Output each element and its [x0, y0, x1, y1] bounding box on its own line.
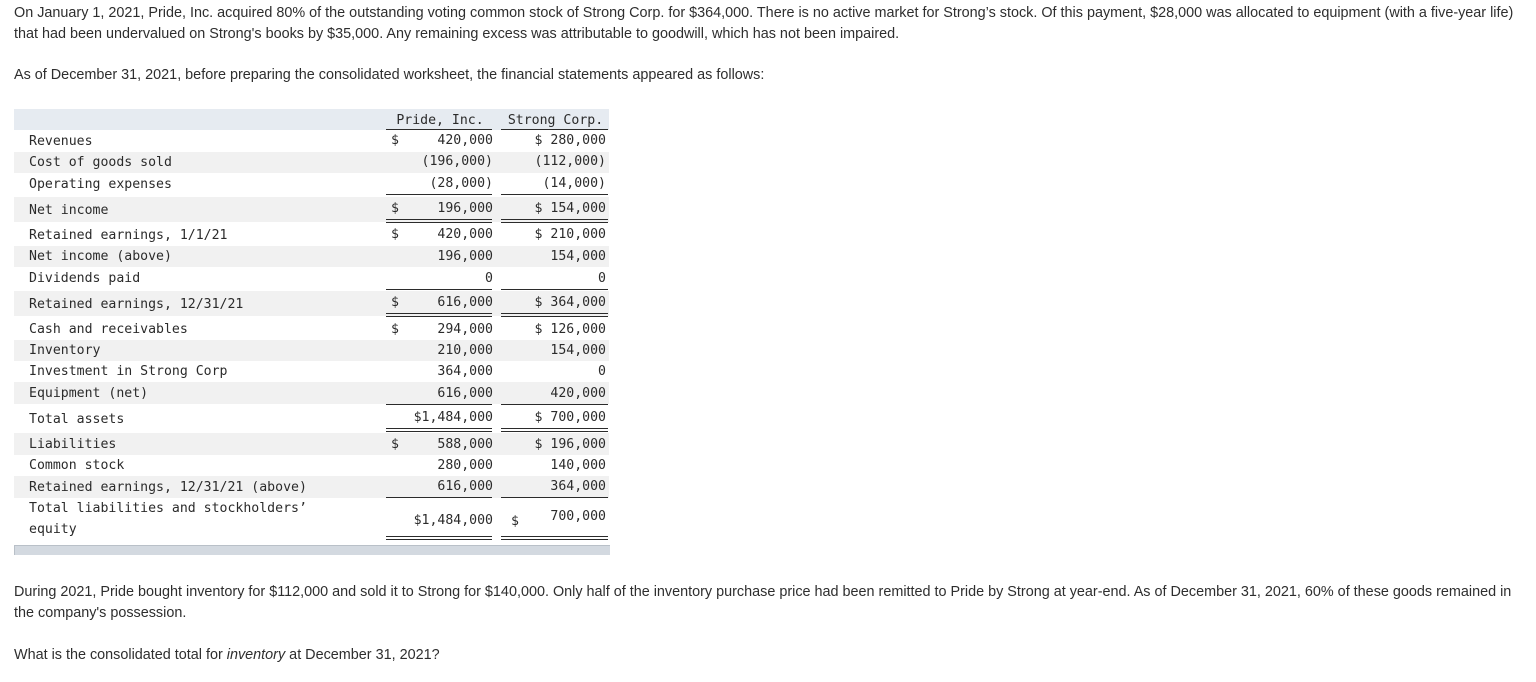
dollar-sign: $	[391, 437, 399, 452]
pride-value: $1,484,000	[413, 513, 493, 528]
row-label: Inventory	[29, 343, 101, 358]
total-double-line	[386, 219, 492, 220]
total-double-line	[386, 431, 492, 432]
total-double-line	[501, 431, 608, 432]
total-double-line	[386, 428, 492, 429]
table-footer-band	[14, 545, 610, 555]
row-label: Liabilities	[29, 437, 117, 452]
row-label: Operating expenses	[29, 177, 172, 192]
pride-value: 0	[485, 271, 493, 286]
table-row-common-stock	[14, 455, 609, 476]
question-prefix: What is the consolidated total for	[14, 647, 227, 663]
row-label: Cost of goods sold	[29, 155, 172, 170]
table-row-liabilities	[14, 433, 609, 455]
question-text	[14, 645, 1522, 666]
strong-value: 700,000	[550, 509, 606, 524]
problem-intro-text: On January 1, 2021, Pride, Inc. acquired 80% of the outstanding voting common stock of Strong Corp. for $364,000. There is no active market for Strong’s stock. Of this payment, $28,000 was allocated to equipment (with a five-year life) that had been undervalued on Strong's books by $35,000. Any remaining excess was attributable to goodwill, which has not been impaired.	[14, 5, 1514, 42]
table-row-operating-expenses	[14, 173, 609, 195]
pride-value: 588,000	[437, 437, 493, 452]
row-label: Common stock	[29, 458, 125, 473]
table-row-cash-and-receivables	[14, 318, 609, 340]
table-row-revenues	[14, 131, 609, 152]
question-suffix: at December 31, 2021?	[285, 647, 440, 663]
total-double-line	[386, 536, 492, 537]
dollar-sign: $	[391, 295, 399, 310]
strong-value: (14,000)	[542, 176, 606, 191]
dollar-sign: $	[511, 514, 519, 529]
total-double-line	[501, 313, 608, 314]
pride-value: 196,000	[437, 249, 493, 264]
strong-value: 364,000	[550, 479, 606, 494]
subtotal-line	[386, 289, 492, 290]
total-double-line	[386, 539, 492, 540]
row-label-continued: equity	[29, 522, 77, 537]
strong-value: 154,000	[550, 249, 606, 264]
pride-value: 616,000	[437, 386, 493, 401]
strong-value: $ 364,000	[534, 295, 606, 310]
column-header-pride: Pride, Inc.	[396, 113, 484, 128]
subtotal-line	[386, 194, 492, 195]
dollar-sign: $	[391, 227, 399, 242]
pride-value: 294,000	[437, 322, 493, 337]
total-double-line	[501, 222, 608, 223]
row-label: Investment in Strong Corp	[29, 364, 228, 379]
pride-value: (196,000)	[421, 154, 493, 169]
subtotal-line	[386, 404, 492, 405]
pride-value: 364,000	[437, 364, 493, 379]
table-row-net-income-above	[14, 246, 609, 267]
table-row-inventory	[14, 340, 609, 361]
strong-value: 0	[598, 271, 606, 286]
strong-value: $ 280,000	[534, 133, 606, 148]
table-row-equipment-net	[14, 382, 609, 404]
intercompany-sale-text: During 2021, Pride bought inventory for $112,000 and sold it to Strong for $140,000. Only half of the inventory purchase price had been remitted to Pride by Strong at year-end. As of December 31, 2021, 60% of these goods remained in the company's possession.	[14, 584, 1512, 621]
subtotal-line	[501, 194, 608, 195]
row-label: Retained earnings, 12/31/21	[29, 297, 244, 312]
strong-value: 0	[598, 364, 606, 379]
row-label: Total liabilities and stockholders’	[29, 501, 307, 516]
row-label: Retained earnings, 12/31/21 (above)	[29, 480, 307, 495]
header-underline-strong	[501, 129, 608, 130]
pride-value: 280,000	[437, 458, 493, 473]
column-header-strong: Strong Corp.	[507, 113, 604, 128]
table-header-row	[14, 111, 609, 130]
pride-value: (28,000)	[429, 176, 493, 191]
row-label: Revenues	[29, 134, 93, 149]
total-double-line	[501, 219, 608, 220]
statements-lead-in-text: As of December 31, 2021, before preparing the consolidated worksheet, the financial statements appeared as follows:	[14, 67, 765, 83]
row-label: Retained earnings, 1/1/21	[29, 228, 228, 243]
total-double-line	[501, 428, 608, 429]
pride-value: 420,000	[437, 227, 493, 242]
total-double-line	[386, 316, 492, 317]
subtotal-line	[501, 289, 608, 290]
strong-value: $ 154,000	[534, 201, 606, 216]
row-label: Total assets	[29, 412, 125, 427]
subtotal-line	[501, 404, 608, 405]
row-label: Equipment (net)	[29, 386, 149, 401]
strong-value: 140,000	[550, 458, 606, 473]
table-row-retained-earnings-beginning	[14, 224, 609, 246]
total-double-line	[386, 313, 492, 314]
strong-value: (112,000)	[534, 154, 606, 169]
total-double-line	[501, 539, 608, 540]
row-label: Cash and receivables	[29, 322, 188, 337]
header-underline-pride	[386, 129, 492, 130]
pride-value: 616,000	[437, 295, 493, 310]
pride-value: 210,000	[437, 343, 493, 358]
row-label: Dividends paid	[29, 271, 141, 286]
strong-value: 420,000	[550, 386, 606, 401]
pride-value: $1,484,000	[413, 410, 493, 425]
pride-value: 196,000	[437, 201, 493, 216]
strong-value: 154,000	[550, 343, 606, 358]
strong-value: $ 700,000	[534, 410, 606, 425]
total-double-line	[501, 536, 608, 537]
table-row-cost-of-goods-sold	[14, 152, 609, 173]
row-label: Net income (above)	[29, 249, 172, 264]
pride-value: 420,000	[437, 133, 493, 148]
table-row-retained-earnings-above	[14, 476, 609, 498]
total-double-line	[501, 316, 608, 317]
row-label: Net income	[29, 203, 109, 218]
strong-value: $ 196,000	[534, 437, 606, 452]
strong-value: $ 126,000	[534, 322, 606, 337]
pride-value: 616,000	[437, 479, 493, 494]
question-emphasis: inventory	[226, 647, 286, 663]
table-row-dividends-paid	[14, 267, 609, 289]
dollar-sign: $	[391, 322, 399, 337]
strong-value: $ 210,000	[534, 227, 606, 242]
total-double-line	[386, 222, 492, 223]
table-row-investment-in-strong	[14, 361, 609, 382]
dollar-sign: $	[391, 133, 399, 148]
dollar-sign: $	[391, 201, 399, 216]
